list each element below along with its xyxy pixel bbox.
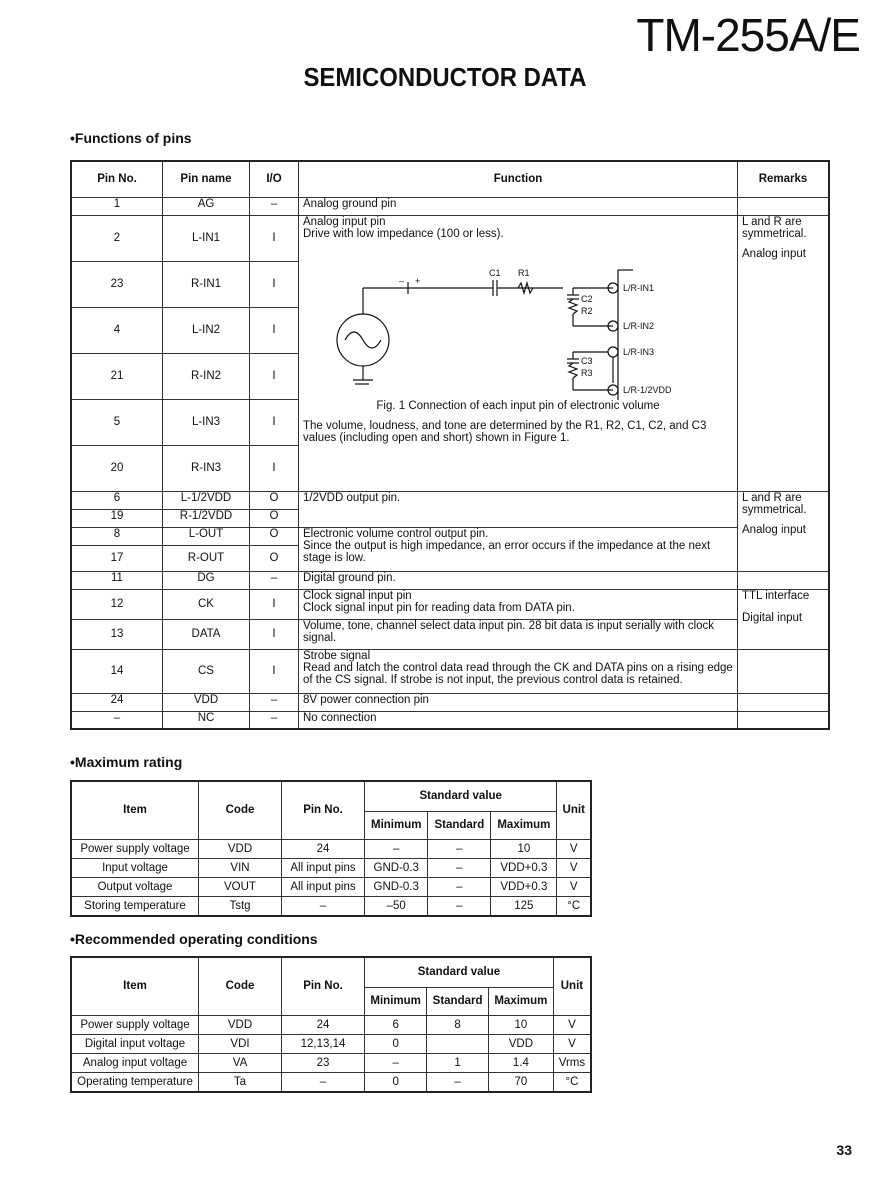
cell-item: Digital input voltage bbox=[71, 1034, 199, 1053]
cell-code: VIN bbox=[199, 858, 282, 877]
cell-standard: 1 bbox=[427, 1053, 489, 1072]
table-row bbox=[71, 877, 591, 896]
pin-no: 12 bbox=[71, 589, 163, 619]
label-c3: C3 bbox=[581, 355, 593, 366]
recommended-conditions-table bbox=[70, 956, 592, 1093]
pin-io: I bbox=[250, 399, 299, 445]
pin-name: DATA bbox=[163, 619, 250, 649]
cell-maximum: 70 bbox=[488, 1072, 553, 1092]
pin-no: – bbox=[71, 711, 163, 729]
table-row bbox=[71, 527, 829, 545]
pin-no: 20 bbox=[71, 445, 163, 491]
input-connection-figure bbox=[303, 240, 733, 400]
pin-name: R-1/2VDD bbox=[163, 509, 250, 527]
col-item: Item bbox=[71, 781, 199, 839]
pin-name: CS bbox=[163, 649, 250, 693]
cell-pin-no: – bbox=[282, 1072, 365, 1092]
pin-io: I bbox=[250, 353, 299, 399]
pin-function: Drive with low impedance (100 or less). bbox=[303, 227, 504, 240]
cell-standard: 8 bbox=[427, 1015, 489, 1034]
pin-no: 2 bbox=[71, 215, 163, 261]
pin-io: – bbox=[250, 197, 299, 215]
col-code: Code bbox=[199, 781, 282, 839]
polarity-plus: + bbox=[415, 275, 421, 286]
table-row bbox=[71, 1053, 591, 1072]
pin-io: – bbox=[250, 711, 299, 729]
pin-no: 21 bbox=[71, 353, 163, 399]
pin-name: L-IN3 bbox=[163, 399, 250, 445]
cell-standard: – bbox=[428, 839, 491, 858]
label-c2: C2 bbox=[581, 293, 593, 304]
pin-function-line: Clock signal input pin for reading data from DATA pin. bbox=[303, 601, 575, 614]
remarks-empty bbox=[738, 649, 830, 693]
table-row bbox=[71, 1072, 591, 1092]
remark: L and R are symmetrical. bbox=[742, 215, 807, 240]
cell-minimum: 0 bbox=[365, 1072, 427, 1092]
col-maximum: Maximum bbox=[488, 987, 553, 1015]
cell-pin-no: All input pins bbox=[282, 877, 365, 896]
pin-name: L-OUT bbox=[163, 527, 250, 545]
pin-name: NC bbox=[163, 711, 250, 729]
pin-no: 1 bbox=[71, 197, 163, 215]
col-standard: Standard bbox=[427, 987, 489, 1015]
cell-code: Tstg bbox=[199, 896, 282, 916]
col-standard-value: Standard value bbox=[365, 957, 554, 987]
pin-io: I bbox=[250, 649, 299, 693]
pin-io: I bbox=[250, 619, 299, 649]
col-minimum: Minimum bbox=[365, 811, 428, 839]
pin-io: I bbox=[250, 307, 299, 353]
maximum-rating-table bbox=[70, 780, 592, 917]
pin-no: 19 bbox=[71, 509, 163, 527]
pin-name: R-IN2 bbox=[163, 353, 250, 399]
pin-function-line: Electronic volume control output pin. bbox=[303, 527, 489, 540]
table-row bbox=[71, 589, 829, 619]
col-pin-name: Pin name bbox=[163, 161, 250, 197]
pin-function: Digital ground pin. bbox=[299, 571, 738, 589]
cell-minimum: GND-0.3 bbox=[365, 877, 428, 896]
pin-no: 14 bbox=[71, 649, 163, 693]
table-row bbox=[71, 711, 829, 729]
remarks-empty bbox=[738, 693, 830, 711]
cell-maximum: VDD+0.3 bbox=[491, 858, 557, 877]
cell-minimum: GND-0.3 bbox=[365, 858, 428, 877]
pin-function bbox=[299, 527, 738, 571]
remarks-cell bbox=[738, 491, 830, 571]
remarks-empty bbox=[738, 711, 830, 729]
pin-function bbox=[299, 589, 738, 619]
table-row bbox=[71, 571, 829, 589]
cell-pin-no: All input pins bbox=[282, 858, 365, 877]
pin-io: I bbox=[250, 589, 299, 619]
pin-name: L-IN2 bbox=[163, 307, 250, 353]
label-pin-in2: L/R-IN2 bbox=[623, 320, 655, 331]
pin-no: 13 bbox=[71, 619, 163, 649]
pin-io: I bbox=[250, 445, 299, 491]
pin-name: CK bbox=[163, 589, 250, 619]
cell-standard bbox=[427, 1034, 489, 1053]
cell-standard: – bbox=[427, 1072, 489, 1092]
table-row bbox=[71, 491, 829, 509]
cell-code: VOUT bbox=[199, 877, 282, 896]
pin-no: 5 bbox=[71, 399, 163, 445]
remark: L and R are symmetrical. bbox=[742, 491, 807, 516]
pin-name: L-1/2VDD bbox=[163, 491, 250, 509]
label-r1: R1 bbox=[518, 267, 530, 278]
pin-no: 4 bbox=[71, 307, 163, 353]
col-remarks: Remarks bbox=[738, 161, 830, 197]
cell-item: Output voltage bbox=[71, 877, 199, 896]
cell-minimum: – bbox=[365, 1053, 427, 1072]
table-row bbox=[71, 649, 829, 693]
page-title: SEMICONDUCTOR DATA bbox=[303, 62, 587, 92]
cell-standard: – bbox=[428, 877, 491, 896]
pin-io: I bbox=[250, 215, 299, 261]
cell-unit: V bbox=[553, 1034, 591, 1053]
cell-item: Analog input voltage bbox=[71, 1053, 199, 1072]
remarks-empty bbox=[738, 197, 830, 215]
cell-pin-no: 12,13,14 bbox=[282, 1034, 365, 1053]
table-row bbox=[71, 896, 591, 916]
remarks-cell bbox=[738, 215, 830, 491]
col-item: Item bbox=[71, 957, 199, 1015]
label-r2: R2 bbox=[581, 305, 593, 316]
pin-function: 8V power connection pin bbox=[299, 693, 738, 711]
cell-item: Operating temperature bbox=[71, 1072, 199, 1092]
pin-name: AG bbox=[163, 197, 250, 215]
label-pin-half-vdd: L/R-1/2VDD bbox=[623, 384, 672, 395]
pin-no: 23 bbox=[71, 261, 163, 307]
cell-item: Input voltage bbox=[71, 858, 199, 877]
col-unit: Unit bbox=[553, 957, 591, 1015]
cell-unit: Vrms bbox=[553, 1053, 591, 1072]
col-minimum: Minimum bbox=[365, 987, 427, 1015]
pin-io: O bbox=[250, 527, 299, 545]
cell-unit: °C bbox=[553, 1072, 591, 1092]
input-pin-function-cell bbox=[299, 215, 738, 491]
pin-no: 8 bbox=[71, 527, 163, 545]
cell-minimum: –50 bbox=[365, 896, 428, 916]
pin-function: Volume, tone, channel select data input pin. 28 bit data is input serially with clock signal. bbox=[299, 619, 738, 649]
cell-unit: °C bbox=[557, 896, 591, 916]
cell-minimum: 6 bbox=[365, 1015, 427, 1034]
table-row bbox=[71, 858, 591, 877]
cell-maximum: VDD bbox=[488, 1034, 553, 1053]
pin-function-line: Read and latch the control data read through the CK and DATA pins on a rising edge of the CS signal. If strobe is not input, the previous control data is retained. bbox=[303, 661, 733, 686]
pin-function: No connection bbox=[299, 711, 738, 729]
cell-standard: – bbox=[428, 896, 491, 916]
pin-function: Analog ground pin bbox=[299, 197, 738, 215]
pin-io: I bbox=[250, 261, 299, 307]
pin-function: 1/2VDD output pin. bbox=[299, 491, 738, 527]
cell-maximum: 10 bbox=[491, 839, 557, 858]
cell-unit: V bbox=[557, 839, 591, 858]
col-pin-no: Pin No. bbox=[71, 161, 163, 197]
cell-pin-no: – bbox=[282, 896, 365, 916]
cell-maximum: 125 bbox=[491, 896, 557, 916]
pin-name: DG bbox=[163, 571, 250, 589]
col-maximum: Maximum bbox=[491, 811, 557, 839]
cell-item: Power supply voltage bbox=[71, 839, 199, 858]
pin-function-line: Clock signal input pin bbox=[303, 589, 412, 602]
col-standard-value: Standard value bbox=[365, 781, 557, 811]
cell-code: Ta bbox=[199, 1072, 282, 1092]
cell-pin-no: 23 bbox=[282, 1053, 365, 1072]
table-row bbox=[71, 197, 829, 215]
pin-function-line: Since the output is high impedance, an error occurs if the impedance at the next stage is low. bbox=[303, 539, 711, 564]
page-number: 33 bbox=[836, 1142, 852, 1158]
pin-io: – bbox=[250, 693, 299, 711]
remark: Analog input bbox=[742, 523, 806, 536]
cell-code: VDD bbox=[199, 1015, 282, 1034]
col-function: Function bbox=[299, 161, 738, 197]
cell-unit: V bbox=[557, 858, 591, 877]
remarks-empty bbox=[738, 571, 830, 589]
pin-function bbox=[299, 649, 738, 693]
pin-io: O bbox=[250, 491, 299, 509]
pin-io: O bbox=[250, 545, 299, 571]
pin-function-table bbox=[70, 160, 830, 730]
col-io: I/O bbox=[250, 161, 299, 197]
label-r3: R3 bbox=[581, 367, 593, 378]
table-row bbox=[71, 215, 829, 261]
label-pin-in1: L/R-IN1 bbox=[623, 282, 655, 293]
cell-pin-no: 24 bbox=[282, 839, 365, 858]
remark: Digital input bbox=[742, 611, 803, 624]
table-row bbox=[71, 619, 829, 649]
cell-unit: V bbox=[557, 877, 591, 896]
remarks-cell bbox=[738, 589, 830, 649]
cell-minimum: 0 bbox=[365, 1034, 427, 1053]
pin-function-note: The volume, loudness, and tone are determined by the R1, R2, C1, C2, and C3 values (including open and short) shown in Figure 1. bbox=[303, 419, 707, 444]
pin-io: – bbox=[250, 571, 299, 589]
pin-no: 11 bbox=[71, 571, 163, 589]
cell-maximum: VDD+0.3 bbox=[491, 877, 557, 896]
table-row bbox=[71, 839, 591, 858]
cell-pin-no: 24 bbox=[282, 1015, 365, 1034]
col-pin-no: Pin No. bbox=[282, 957, 365, 1015]
section-heading-pins: • Functions of pins bbox=[70, 130, 192, 146]
cell-item: Power supply voltage bbox=[71, 1015, 199, 1034]
pin-name: R-OUT bbox=[163, 545, 250, 571]
pin-no: 6 bbox=[71, 491, 163, 509]
label-pin-in3: L/R-IN3 bbox=[623, 346, 655, 357]
col-standard: Standard bbox=[428, 811, 491, 839]
pin-function: Analog input pin bbox=[303, 215, 386, 228]
table-row bbox=[71, 1034, 591, 1053]
cell-code: VA bbox=[199, 1053, 282, 1072]
col-code: Code bbox=[199, 957, 282, 1015]
cell-minimum: – bbox=[365, 839, 428, 858]
pin-function-line: Strobe signal bbox=[303, 649, 371, 662]
cell-item: Storing temperature bbox=[71, 896, 199, 916]
pin-no: 24 bbox=[71, 693, 163, 711]
col-pin-no: Pin No. bbox=[282, 781, 365, 839]
section-heading-recommended: • Recommended operating conditions bbox=[70, 931, 318, 947]
pin-name: R-IN1 bbox=[163, 261, 250, 307]
cell-code: VDI bbox=[199, 1034, 282, 1053]
cell-maximum: 10 bbox=[488, 1015, 553, 1034]
polarity-minus: – bbox=[399, 275, 405, 286]
figure-caption: Fig. 1 Connection of each input pin of electronic volume bbox=[376, 399, 660, 412]
cell-standard: – bbox=[428, 858, 491, 877]
table-row bbox=[71, 1015, 591, 1034]
col-unit: Unit bbox=[557, 781, 591, 839]
label-c1: C1 bbox=[489, 267, 501, 278]
remark: TTL interface bbox=[742, 589, 810, 602]
cell-maximum: 1.4 bbox=[488, 1053, 553, 1072]
circuit-diagram bbox=[303, 240, 723, 400]
pin-name: R-IN3 bbox=[163, 445, 250, 491]
model-number: TM-255A/E bbox=[636, 9, 860, 61]
section-heading-max-rating: • Maximum rating bbox=[70, 754, 182, 770]
cell-code: VDD bbox=[199, 839, 282, 858]
pin-no: 17 bbox=[71, 545, 163, 571]
table-row bbox=[71, 693, 829, 711]
pin-name: VDD bbox=[163, 693, 250, 711]
pin-io: O bbox=[250, 509, 299, 527]
pin-name: L-IN1 bbox=[163, 215, 250, 261]
remark: Analog input bbox=[742, 247, 806, 260]
cell-unit: V bbox=[553, 1015, 591, 1034]
